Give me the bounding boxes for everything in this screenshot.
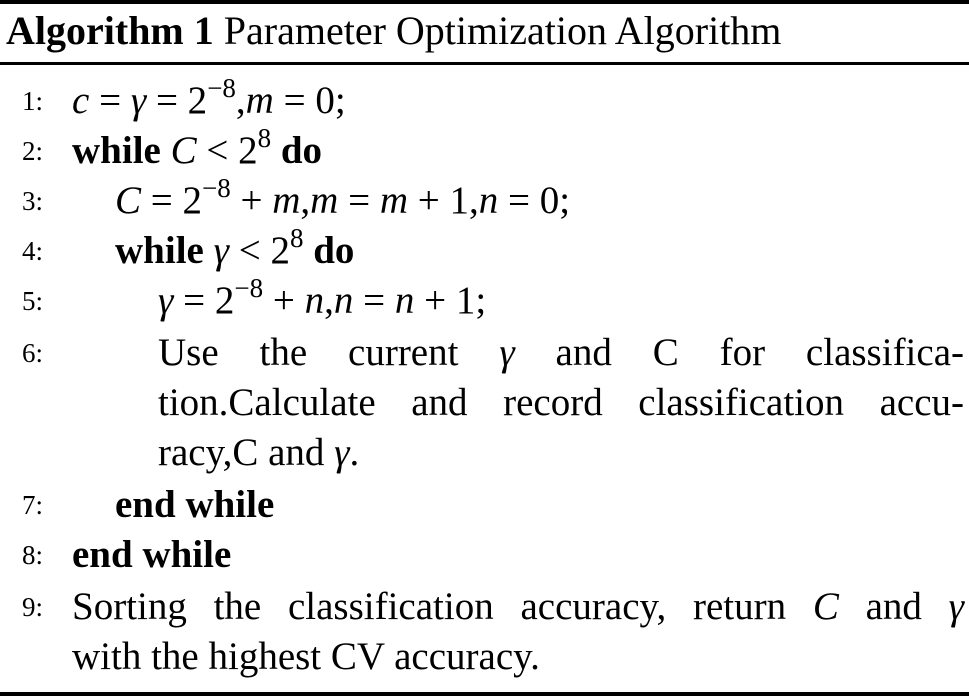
line-5-code: $\gamma = 2^{-8} + n,n = n + 1$; <box>158 273 487 322</box>
line-6-continued <box>0 428 969 478</box>
line-number: 2: <box>22 136 44 166</box>
line-1 <box>0 73 969 126</box>
line-7 <box>0 480 969 530</box>
algorithm-label: Algorithm 1 <box>6 8 214 53</box>
line-4 <box>0 223 969 276</box>
header-rule <box>0 62 969 65</box>
line-number: 4: <box>22 236 44 266</box>
line-number: 5: <box>22 286 44 316</box>
line-6-continued <box>0 378 969 428</box>
bottom-rule <box>0 692 969 696</box>
line-number: 3: <box>22 186 44 216</box>
line-number: 6: <box>22 338 44 368</box>
line-9-continued <box>0 632 969 682</box>
line-2-code: while $C < 2^8$ do <box>72 123 323 172</box>
line-9-row-2: with the highest CV accuracy. <box>72 635 540 678</box>
line-number: 8: <box>22 540 44 570</box>
keyword-end-while: end while <box>72 533 232 576</box>
line-1-code: $c = \gamma = 2^{-8},m = 0$; <box>72 73 346 122</box>
algorithm-title <box>6 6 781 56</box>
keyword-while: while <box>115 229 204 272</box>
keyword-do: do <box>313 229 355 272</box>
line-9-row-1: Sorting the classification accuracy, return C and γ <box>72 585 965 628</box>
line-2 <box>0 123 969 176</box>
keyword-while: while <box>72 129 161 172</box>
line-8 <box>0 530 969 580</box>
line-6 <box>0 328 969 378</box>
line-3-code: $C = 2^{-8} + m,m = m + 1,n = 0$; <box>115 173 571 222</box>
keyword-do: do <box>280 129 323 172</box>
keyword-end-while: end while <box>115 483 275 526</box>
line-4-code: while $\gamma < 2^8$ do <box>115 223 355 272</box>
line-number: 9: <box>22 592 44 622</box>
top-rule <box>0 0 969 4</box>
line-3 <box>0 173 969 226</box>
line-6-row-3: racy,C and γ. <box>158 431 360 474</box>
line-6-row-1: Use the current γ and C for classifica- <box>158 331 964 374</box>
algorithm-name: Parameter Optimization Algorithm <box>223 8 782 53</box>
line-number: 1: <box>22 86 44 116</box>
line-number: 7: <box>22 490 44 520</box>
line-9 <box>0 582 969 632</box>
line-6-row-2: tion.Calculate and record classification accu- <box>158 381 964 424</box>
line-5 <box>0 273 969 326</box>
